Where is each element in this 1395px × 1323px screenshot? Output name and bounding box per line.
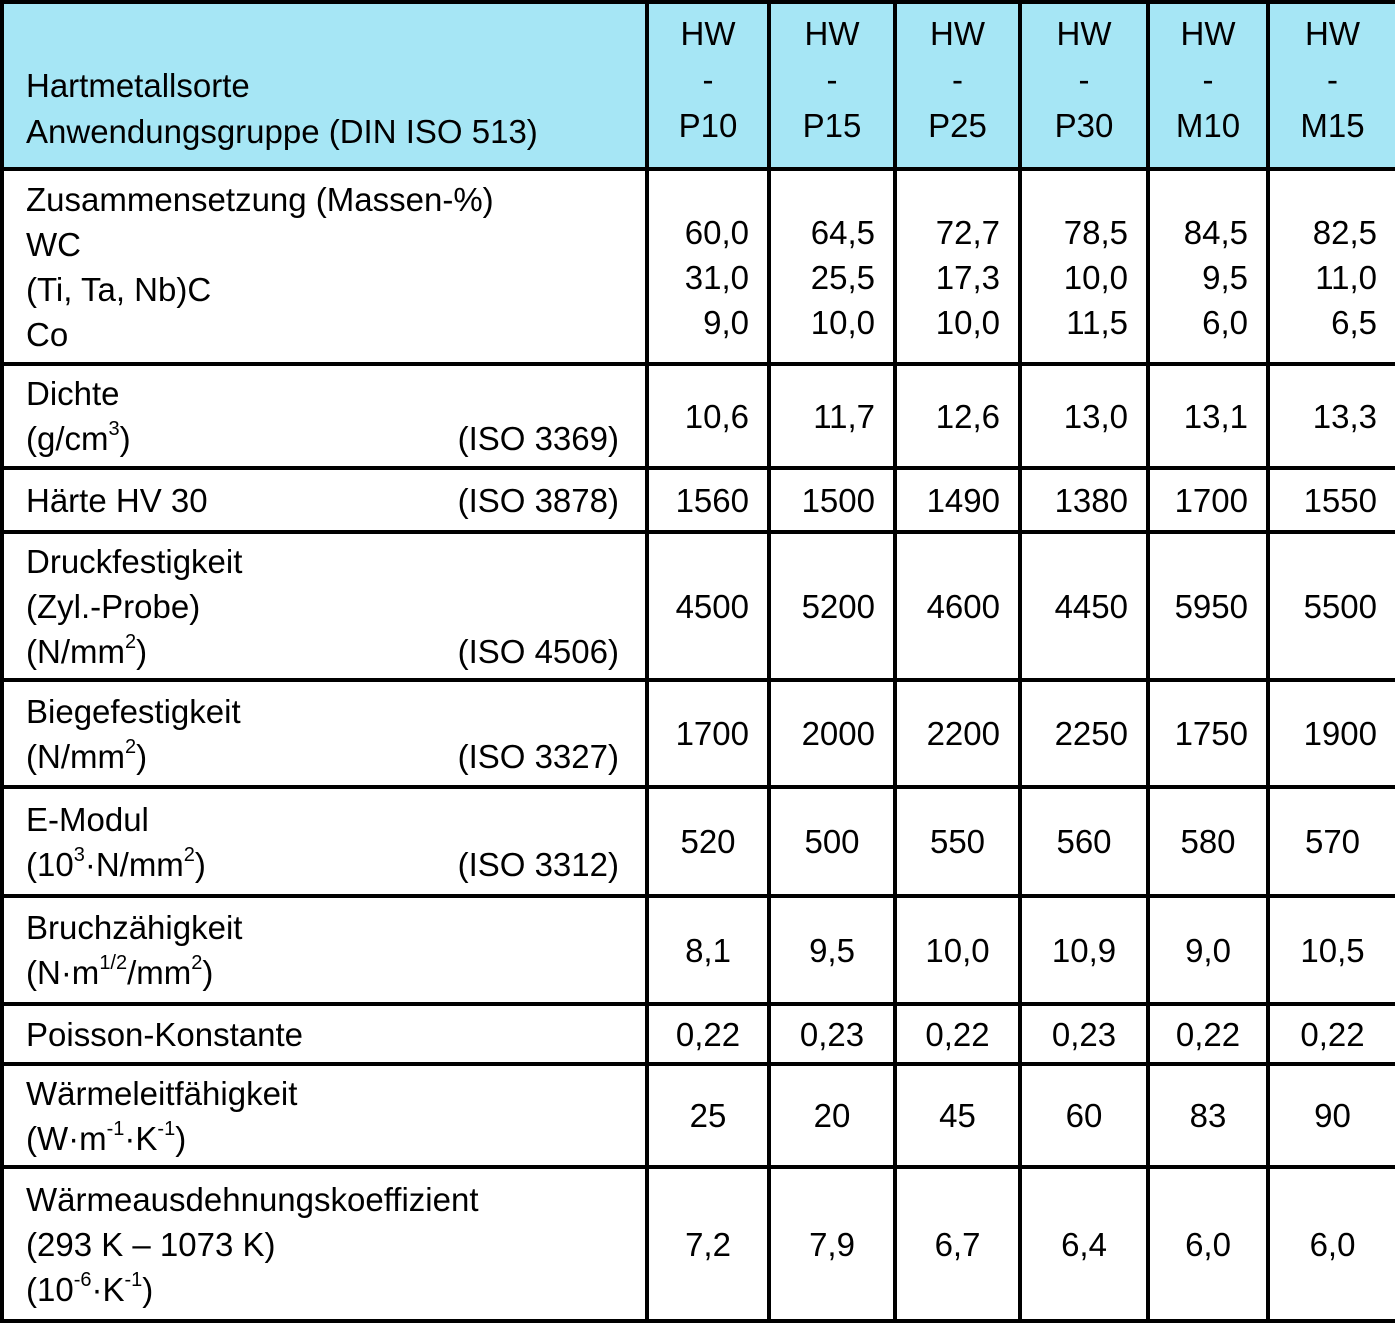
row-title: Druckfestigkeit bbox=[26, 542, 243, 580]
row-unit: $(g/cm^3)$ bbox=[26, 418, 131, 457]
table-cell: 6,0 bbox=[1148, 1167, 1268, 1321]
cell-value: 10,0 bbox=[1063, 259, 1128, 296]
grade-prefix: HW bbox=[1305, 14, 1360, 52]
row-standard: (ISO 4506) bbox=[457, 632, 619, 670]
table-cell: 1380 bbox=[1020, 468, 1148, 532]
table-cell: 1560 bbox=[647, 468, 769, 532]
grade-separator: - bbox=[952, 60, 963, 98]
component-label: (Ti, Ta, Nb)C bbox=[26, 270, 212, 308]
header-row bbox=[2, 2, 1395, 169]
table-cell bbox=[1020, 169, 1148, 364]
table-cell: 20 bbox=[769, 1064, 895, 1167]
table-row-bending-strength bbox=[2, 680, 1395, 787]
table-cell: 4600 bbox=[895, 532, 1020, 680]
grade-code: P25 bbox=[928, 106, 987, 144]
row-title: Zusammensetzung (Massen-%) bbox=[26, 180, 494, 218]
emodulus-label-cell bbox=[2, 787, 647, 896]
row-title: Biegefestigkeit bbox=[26, 692, 241, 730]
table-cell: 7,2 bbox=[647, 1167, 769, 1321]
grade-separator: - bbox=[1202, 60, 1214, 98]
table-cell: 13,1 bbox=[1148, 364, 1268, 468]
grade-separator: - bbox=[702, 60, 714, 98]
cell-value: 10,0 bbox=[935, 304, 1000, 341]
table-cell: 2250 bbox=[1020, 680, 1148, 787]
table-cell: 60 bbox=[1020, 1064, 1148, 1167]
expansion-label-cell bbox=[2, 1167, 647, 1321]
cell-value: 6,5 bbox=[1331, 304, 1377, 341]
table-cell: 6,4 bbox=[1020, 1167, 1148, 1321]
row-title: Härte HV 30 bbox=[26, 481, 208, 519]
row-subtitle: (Zyl.-Probe) bbox=[26, 587, 201, 625]
row-title: Wärmeleitfähigkeit bbox=[26, 1074, 298, 1112]
table-cell: 8,1 bbox=[647, 896, 769, 1004]
table-cell: 10,6 bbox=[647, 364, 769, 468]
bending-label-cell bbox=[2, 680, 647, 787]
row-standard: (ISO 3312) bbox=[457, 845, 619, 883]
table-row-hardness bbox=[2, 468, 1395, 532]
grade-header-p10 bbox=[647, 2, 769, 169]
row-unit: $(10^{-6}\cdot K^{-1})$ bbox=[26, 1268, 154, 1308]
table-cell: 12,6 bbox=[895, 364, 1020, 468]
row-title: E-Modul bbox=[26, 800, 149, 838]
grade-prefix: HW bbox=[930, 14, 985, 52]
table-cell: 11,7 bbox=[769, 364, 895, 468]
cell-value: 72,7 bbox=[935, 214, 1000, 251]
table-cell: 1750 bbox=[1148, 680, 1268, 787]
table-cell: 90 bbox=[1268, 1064, 1395, 1167]
grade-header-p15 bbox=[769, 2, 895, 169]
row-title: Wärmeausdehnungskoeffizient bbox=[26, 1180, 479, 1218]
table-cell: 5200 bbox=[769, 532, 895, 680]
table-cell: 6,0 bbox=[1268, 1167, 1395, 1321]
grade-header-p25 bbox=[895, 2, 1020, 169]
table-cell: 25 bbox=[647, 1064, 769, 1167]
cell-value: 25,5 bbox=[810, 259, 875, 296]
row-unit: $(N/mm^2)$ bbox=[26, 735, 148, 775]
table-row-fracture-toughness bbox=[2, 896, 1395, 1004]
header-label-line2: Anwendungsgruppe (DIN ISO 513) bbox=[26, 113, 538, 150]
table-cell bbox=[1148, 169, 1268, 364]
table-cell: 0,22 bbox=[1148, 1004, 1268, 1064]
density-label-cell bbox=[2, 364, 647, 468]
grade-prefix: HW bbox=[1056, 14, 1112, 52]
table-cell: 6,7 bbox=[895, 1167, 1020, 1321]
row-standard: (ISO 3327) bbox=[457, 737, 619, 775]
table-cell: 9,5 bbox=[769, 896, 895, 1004]
row-title: Poisson-Konstante bbox=[2, 1004, 647, 1064]
table-cell: 2000 bbox=[769, 680, 895, 787]
table-cell: 7,9 bbox=[769, 1167, 895, 1321]
cell-value: 84,5 bbox=[1183, 214, 1248, 251]
cell-value: 31,0 bbox=[684, 259, 749, 296]
grade-code: M10 bbox=[1175, 106, 1241, 144]
compressive-label-cell bbox=[2, 532, 647, 680]
header-label-cell bbox=[2, 2, 647, 169]
row-range: (293 K – 1073 K) bbox=[26, 1225, 276, 1263]
grade-header-p30 bbox=[1020, 2, 1148, 169]
table-cell: 570 bbox=[1268, 787, 1395, 896]
cell-value: 64,5 bbox=[810, 214, 875, 251]
row-title: Dichte bbox=[26, 375, 120, 412]
cell-value: 10,0 bbox=[810, 304, 875, 341]
table-cell: 0,22 bbox=[647, 1004, 769, 1064]
grade-header-m15 bbox=[1268, 2, 1395, 169]
cell-value: 82,5 bbox=[1312, 214, 1377, 251]
table-cell: 13,3 bbox=[1268, 364, 1395, 468]
component-label: WC bbox=[26, 225, 81, 263]
table-cell: 580 bbox=[1148, 787, 1268, 896]
grade-code: P10 bbox=[678, 106, 738, 144]
grade-code: P30 bbox=[1054, 106, 1114, 144]
table-row-density bbox=[2, 364, 1395, 468]
table-cell: 0,22 bbox=[1268, 1004, 1395, 1064]
table-row-compressive-strength bbox=[2, 532, 1395, 680]
table-cell: 10,9 bbox=[1020, 896, 1148, 1004]
table-cell: 550 bbox=[895, 787, 1020, 896]
row-standard: (ISO 3878) bbox=[457, 481, 619, 519]
row-standard: (ISO 3369) bbox=[457, 420, 619, 457]
grade-prefix: HW bbox=[680, 14, 736, 52]
table-row-e-modulus bbox=[2, 787, 1395, 896]
row-unit: $(N\cdot m^{1/2}/mm^2)$ bbox=[26, 952, 214, 991]
table-row-poisson bbox=[2, 1004, 1395, 1064]
table-cell: 1550 bbox=[1268, 468, 1395, 532]
toughness-label-cell bbox=[2, 896, 647, 1004]
component-label: Co bbox=[26, 315, 69, 353]
table-cell: 83 bbox=[1148, 1064, 1268, 1167]
table-cell: 0,23 bbox=[769, 1004, 895, 1064]
table-cell: 1700 bbox=[647, 680, 769, 787]
cell-value: 78,5 bbox=[1063, 214, 1128, 251]
table-cell bbox=[647, 169, 769, 364]
grade-separator: - bbox=[826, 60, 838, 98]
table-row-thermal-expansion bbox=[2, 1167, 1395, 1321]
table-row-composition bbox=[2, 169, 1395, 364]
cell-value: 60,0 bbox=[684, 214, 749, 251]
cell-value: 17,3 bbox=[935, 259, 1000, 296]
conductivity-label-cell bbox=[2, 1064, 647, 1167]
table-cell: 1490 bbox=[895, 468, 1020, 532]
cell-value: 11,0 bbox=[1315, 259, 1377, 296]
hardness-label-cell bbox=[2, 468, 647, 532]
table-cell: 4500 bbox=[647, 532, 769, 680]
table-cell: 5950 bbox=[1148, 532, 1268, 680]
table-cell: 520 bbox=[647, 787, 769, 896]
table-row-thermal-conductivity bbox=[2, 1064, 1395, 1167]
table-cell: 0,22 bbox=[895, 1004, 1020, 1064]
grade-prefix: HW bbox=[1180, 14, 1236, 52]
grade-separator: - bbox=[1327, 60, 1338, 98]
table-cell: 45 bbox=[895, 1064, 1020, 1167]
table-cell: 500 bbox=[769, 787, 895, 896]
row-unit: $(N/mm^2)$ bbox=[26, 630, 148, 670]
table-cell: 10,0 bbox=[895, 896, 1020, 1004]
table-cell: 0,23 bbox=[1020, 1004, 1148, 1064]
table-cell: 1700 bbox=[1148, 468, 1268, 532]
row-title: Bruchzähigkeit bbox=[26, 909, 243, 946]
cell-value: 9,5 bbox=[1202, 259, 1248, 296]
composition-label-cell bbox=[2, 169, 647, 364]
table-cell bbox=[769, 169, 895, 364]
table-cell: 2200 bbox=[895, 680, 1020, 787]
table-cell bbox=[1268, 169, 1395, 364]
header-label-line1: Hartmetallsorte bbox=[26, 67, 250, 104]
grade-header-m10 bbox=[1148, 2, 1268, 169]
table-cell: 13,0 bbox=[1020, 364, 1148, 468]
cell-value: 6,0 bbox=[1202, 304, 1248, 341]
grade-code: P15 bbox=[802, 106, 862, 144]
table-cell: 560 bbox=[1020, 787, 1148, 896]
table-cell: 1900 bbox=[1268, 680, 1395, 787]
cell-value: 11,5 bbox=[1066, 304, 1128, 341]
table-cell: 9,0 bbox=[1148, 896, 1268, 1004]
table-cell: 5500 bbox=[1268, 532, 1395, 680]
row-unit: $(W\cdot m^{-1}\cdot K^{-1})$ bbox=[26, 1117, 187, 1157]
table-cell: 4450 bbox=[1020, 532, 1148, 680]
table-cell: 1500 bbox=[769, 468, 895, 532]
grade-code: M15 bbox=[1300, 106, 1365, 144]
table-cell bbox=[895, 169, 1020, 364]
grade-prefix: HW bbox=[804, 14, 860, 52]
cell-value: 9,0 bbox=[703, 304, 749, 341]
table-cell: 10,5 bbox=[1268, 896, 1395, 1004]
grade-separator: - bbox=[1078, 60, 1090, 98]
row-unit: $(10^3\cdot N/mm^2)$ bbox=[26, 843, 206, 883]
